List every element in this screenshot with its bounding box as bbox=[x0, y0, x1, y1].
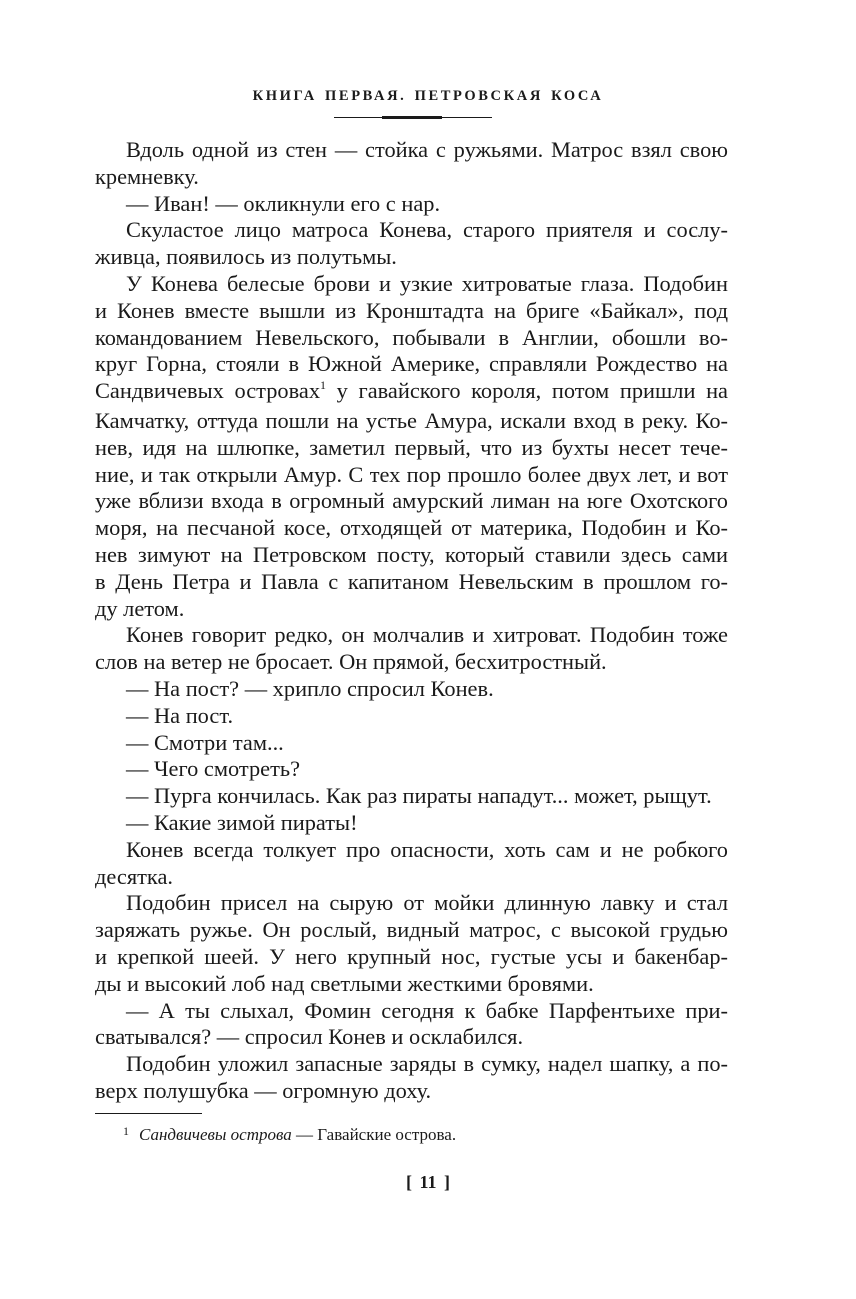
text-line: Камчатку, оттуда пошли на устье Амура, искали вход в реку. Ко- bbox=[95, 407, 728, 433]
header-divider-accent bbox=[382, 116, 442, 119]
text-line: круг Горна, стояли в Южной Америке, справляли Рождество на bbox=[95, 351, 728, 377]
text-line: нев зимуют на Петровском посту, который ставили здесь сами bbox=[95, 541, 728, 567]
text-line: — Смотри там... bbox=[126, 729, 284, 755]
footnote-term: Сандвичевы острова bbox=[139, 1125, 292, 1144]
text-line: — Пурга кончилась. Как раз пираты нападут... может, рыщут. bbox=[126, 783, 712, 809]
text-line: — Какие зимой пираты! bbox=[126, 809, 358, 835]
text-line: Подобин присел на сырую от мойки длинную лавку и стал bbox=[126, 890, 728, 916]
footnote-definition: — Гавайские острова. bbox=[291, 1125, 457, 1144]
page-number: [ 11 ] bbox=[406, 1172, 450, 1192]
text-line: нев, идя на шлюпке, заметил первый, что из бухты несет тече- bbox=[95, 434, 728, 460]
text-line: живца, появилось из полутьмы. bbox=[95, 244, 397, 270]
footnote-divider bbox=[95, 1113, 202, 1114]
text-line: ние, и так открыли Амур. С тех пор прошло более двух лет, и вот bbox=[95, 461, 728, 487]
text-line: Сандвичевых островах$^1$ у гавайского короля, потом пришли на bbox=[95, 378, 728, 404]
text-line: У Конева белесые брови и узкие хитроватые глаза. Подобин bbox=[126, 270, 728, 296]
footnote-number: 1 bbox=[123, 1124, 129, 1138]
text-line: — Чего смотреть? bbox=[126, 756, 301, 782]
footnote bbox=[123, 1124, 456, 1147]
text-line: ды и высокий лоб над светлыми жесткими бровями. bbox=[95, 970, 594, 996]
text-line: — Иван! — окликнули его с нар. bbox=[126, 190, 441, 216]
text-line: — На пост? — хрипло спросил Конев. bbox=[126, 675, 494, 701]
body-text bbox=[95, 137, 728, 1105]
text-line: Подобин уложил запасные заряды в сумку, надел шапку, а по- bbox=[126, 1051, 728, 1077]
text-line: уже вблизи входа в огромный амурский лиман на юге Охотского bbox=[95, 488, 728, 514]
text-line: и крепкой шеей. У него крупный нос, густые усы и бакенбар- bbox=[95, 943, 728, 969]
text-line: слов на ветер не бросает. Он прямой, бесхитростный. bbox=[95, 649, 607, 675]
text-line: и Конев вместе вышли из Кронштадта на бриге «Байкал», под bbox=[95, 297, 728, 323]
footnote-ref: 1 bbox=[320, 378, 327, 393]
text-line: Вдоль одной из стен — стойка с ружьями. Матрос взял свою bbox=[126, 137, 728, 162]
text-line: Конев говорит редко, он молчалив и хитроват. Подобин тоже bbox=[126, 622, 728, 648]
text-line: верх полушубка — огромную доху. bbox=[95, 1077, 432, 1103]
text-line: командованием Невельского, побывали в Англии, обошли во- bbox=[95, 324, 728, 350]
text-line: заряжать ружье. Он рослый, видный матрос, с высокой грудью bbox=[95, 917, 728, 943]
running-header: КНИГА ПЕРВАЯ. ПЕТРОВСКАЯ КОСА bbox=[252, 88, 604, 104]
text-line: в День Петра и Павла с капитаном Невельским в прошлом го- bbox=[95, 568, 728, 594]
text-line: десятка. bbox=[95, 863, 173, 889]
text-line: сватывался? — спросил Конев и осклабился. bbox=[95, 1024, 524, 1050]
text-line: моря, на песчаной косе, отходящей от материка, Подобин и Ко- bbox=[95, 515, 728, 541]
text-line: Конев всегда толкует про опасности, хоть сам и не робкого bbox=[126, 836, 728, 862]
text-line: ду летом. bbox=[95, 595, 185, 621]
text-line: — На пост. bbox=[126, 702, 234, 728]
text-line: — А ты слыхал, Фомин сегодня к бабке Парфентьихе при- bbox=[126, 997, 728, 1023]
text-line: Скуластое лицо матроса Конева, старого приятеля и сослу- bbox=[126, 217, 728, 243]
text-line: кремневку. bbox=[95, 163, 199, 189]
